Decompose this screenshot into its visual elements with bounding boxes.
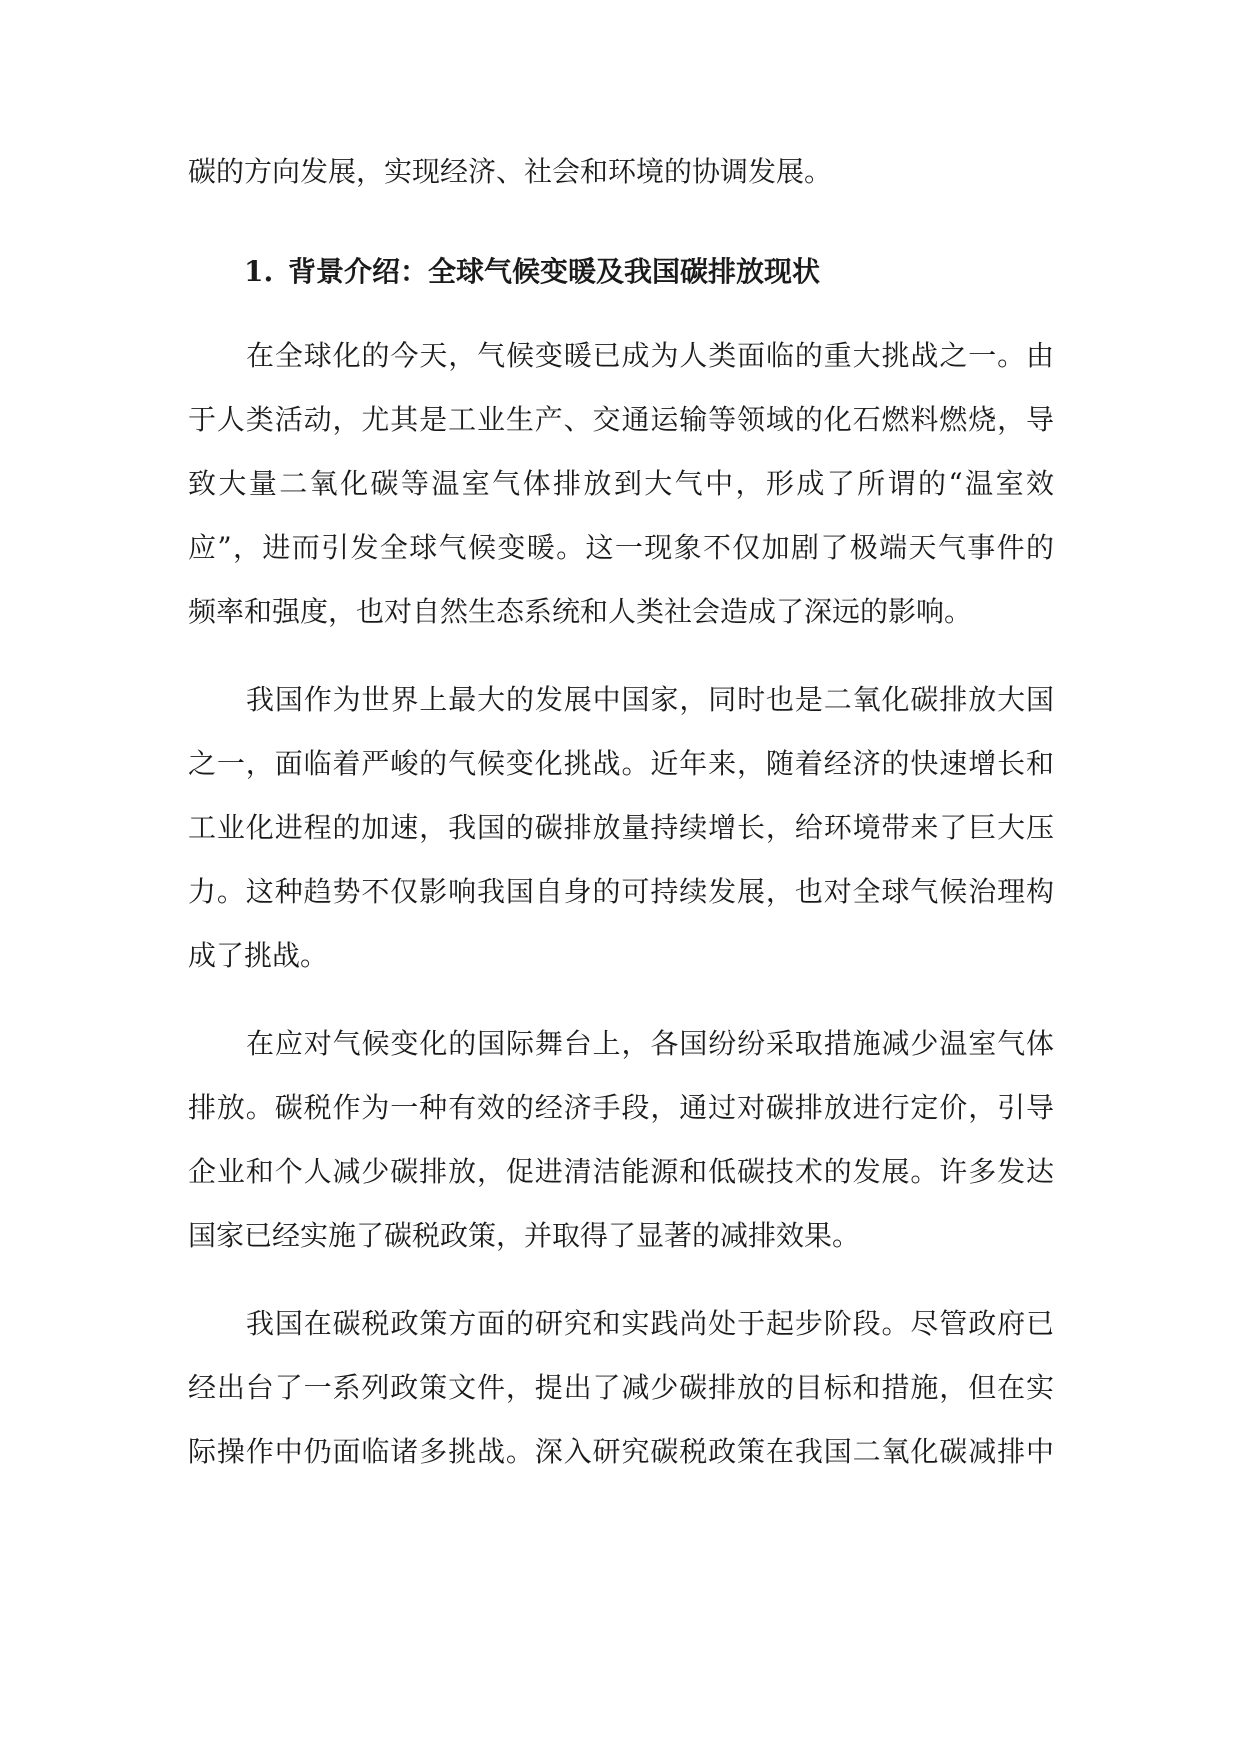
paragraph-3 [188,1012,1054,1268]
paragraph-2 [188,668,1054,988]
paragraph-top-fragment [188,140,1054,204]
paragraph-line: 碳的方向发展，实现经济、社会和环境的协调发展。 [188,155,833,188]
paragraph-line: 于人类活动，尤其是工业生产、交通运输等领域的化石燃料燃烧，导 [188,403,1054,436]
paragraph-line: 际操作中仍面临诸多挑战。深入研究碳税政策在我国二氧化碳减排中 [188,1435,1054,1468]
paragraph-4 [188,1292,1054,1484]
paragraph-1 [188,324,1054,644]
section-heading [188,240,1054,304]
section-number: 1. [244,255,274,288]
paragraph-line: 我国作为世界上最大的发展中国家，同时也是二氧化碳排放大国 [246,683,1054,716]
paragraph-line: 企业和个人减少碳排放，促进清洁能源和低碳技术的发展。许多发达 [188,1155,1054,1188]
paragraph-line: 在应对气候变化的国际舞台上，各国纷纷采取措施减少温室气体 [246,1027,1054,1060]
paragraph-line: 我国在碳税政策方面的研究和实践尚处于起步阶段。尽管政府已 [246,1307,1054,1340]
paragraph-line: 国家已经实施了碳税政策，并取得了显著的减排效果。 [188,1219,861,1252]
paragraph-line: 排放。碳税作为一种有效的经济手段，通过对碳排放进行定价，引导 [188,1091,1054,1124]
paragraph-line: 之一，面临着严峻的气候变化挑战。近年来，随着经济的快速增长和 [188,747,1054,780]
section-title: 背景介绍：全球气候变暖及我国碳排放现状 [288,255,821,288]
paragraph-line: 力。这种趋势不仅影响我国自身的可持续发展，也对全球气候治理构 [188,875,1054,908]
paragraph-line: 经出台了一系列政策文件，提出了减少碳排放的目标和措施，但在实 [188,1371,1054,1404]
paragraph-line: 频率和强度，也对自然生态系统和人类社会造成了深远的影响。 [188,595,973,628]
paragraph-line: 应”，进而引发全球气候变暖。这一现象不仅加剧了极端天气事件的 [188,531,1054,564]
paragraph-line: 工业化进程的加速，我国的碳排放量持续增长，给环境带来了巨大压 [188,811,1054,844]
paragraph-line: 成了挑战。 [188,939,329,972]
paragraph-line: 致大量二氧化碳等温室气体排放到大气中，形成了所谓的“温室效 [188,467,1054,500]
paragraph-line: 在全球化的今天，气候变暖已成为人类面临的重大挑战之一。由 [246,339,1054,372]
document-body [188,140,1054,1508]
